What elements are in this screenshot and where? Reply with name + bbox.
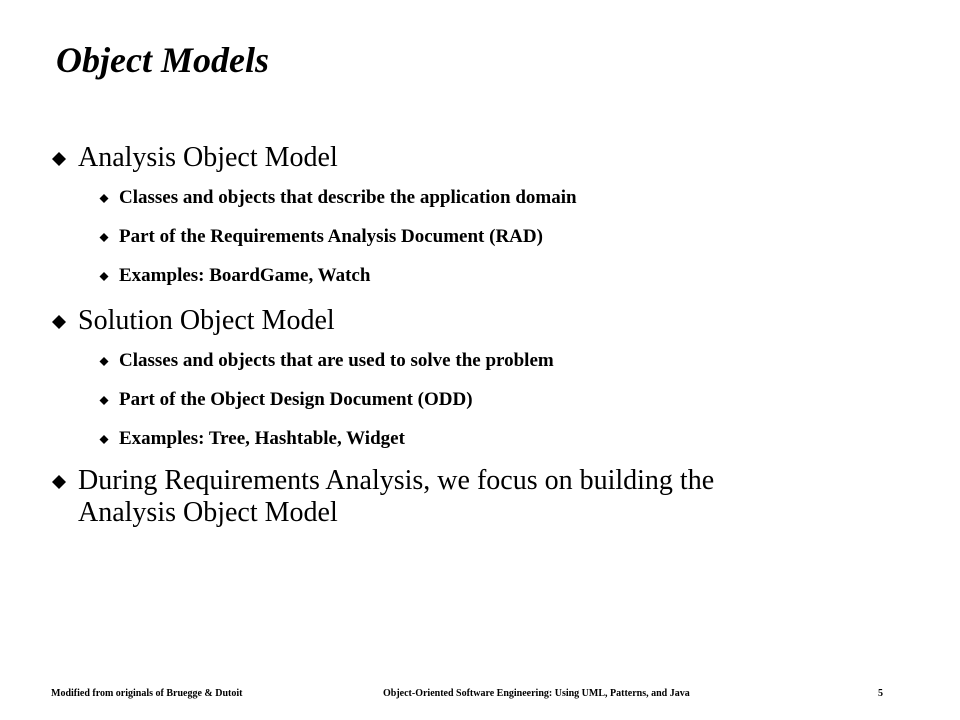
- subbullet-text: Examples: BoardGame, Watch: [119, 265, 371, 286]
- subbullet-text: Classes and objects that are used to solve the problem: [119, 350, 554, 371]
- subbullet-text: Examples: Tree, Hashtable, Widget: [119, 428, 405, 449]
- page-number: 5: [878, 688, 883, 699]
- diamond-bullet-icon: [50, 142, 68, 174]
- bullet-text: [78, 465, 714, 529]
- diamond-bullet-icon: [50, 465, 68, 497]
- diamond-bullet-icon: [98, 427, 110, 451]
- diamond-bullet-icon: [98, 349, 110, 373]
- bullet-text-line-1: During Requirements Analysis, we focus on building the: [78, 465, 715, 496]
- subbullet-text: Part of the Requirements Analysis Document (RAD): [119, 226, 543, 247]
- diamond-bullet-icon: [98, 186, 110, 210]
- diamond-bullet-icon: [98, 225, 110, 249]
- bullet-text: Analysis Object Model: [78, 142, 338, 173]
- diamond-bullet-icon: [50, 305, 68, 337]
- diamond-bullet-icon: [98, 264, 110, 288]
- footer-book-title: Object-Oriented Software Engineering: Using UML, Patterns, and Java: [383, 688, 690, 699]
- subbullet-text: Classes and objects that describe the application domain: [119, 187, 577, 208]
- diamond-bullet-icon: [98, 388, 110, 412]
- footer-credit: Modified from originals of Bruegge & Dutoit: [51, 688, 243, 699]
- bullet-text: Solution Object Model: [78, 305, 335, 336]
- subbullet-text: Part of the Object Design Document (ODD): [119, 389, 473, 410]
- bullet-text-line-2: Analysis Object Model: [78, 497, 338, 528]
- slide-title: Object Models: [56, 40, 269, 80]
